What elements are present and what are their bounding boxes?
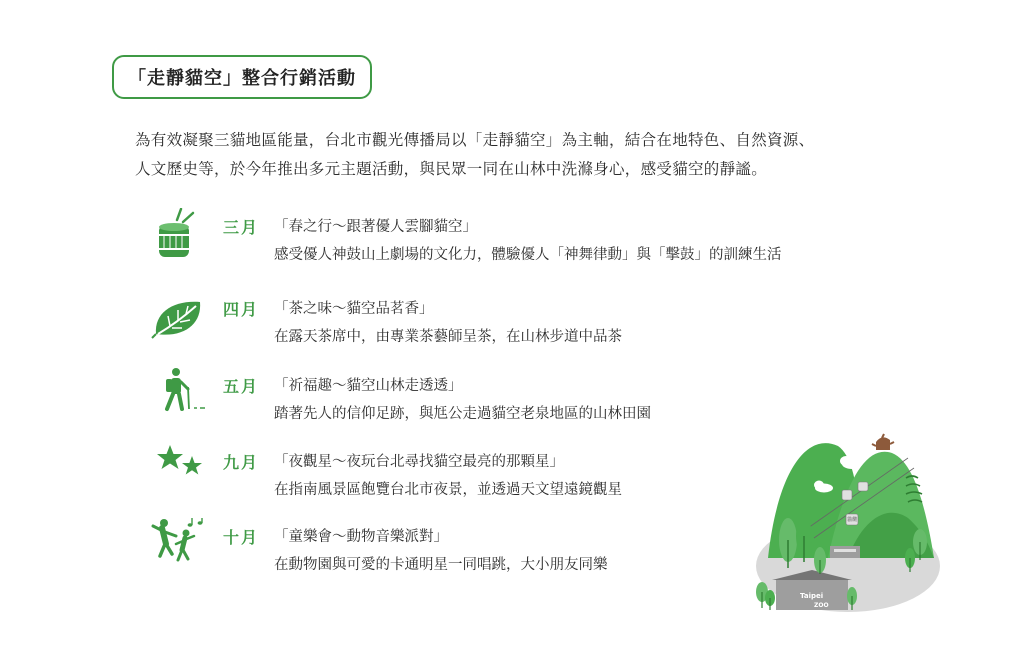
intro-line: 人文歷史等，於今年推出多元主題活動，與民眾一同在山林中洗滌身心，感受貓空的靜謐。 xyxy=(135,160,768,178)
page-title: 「走靜貓空」整合行銷活動 xyxy=(128,68,356,89)
zoo-sign-line2: ZOO xyxy=(814,602,829,609)
event-description: 感受優人神鼓山上劇場的文化力，體驗優人「神舞律動」與「擊鼓」的訓練生活 xyxy=(274,247,782,263)
tea-leaf-icon xyxy=(150,290,212,342)
intro-paragraph xyxy=(135,126,925,184)
event-month: 十月 xyxy=(223,528,260,547)
event-month: 五月 xyxy=(223,377,260,396)
stars-icon xyxy=(150,443,212,495)
event-name: 「祈福趣～貓空山林走透透」 xyxy=(274,378,463,394)
event-item-april xyxy=(150,290,870,350)
event-name: 「春之行～跟著優人雲腳貓空」 xyxy=(274,219,477,235)
intro-line: 為有效凝聚三貓地區能量，台北市觀光傳播局以「走靜貓空」為主軸，結合在地特色、自然資源、 xyxy=(135,131,815,149)
event-description: 在露天茶席中，由專業茶藝師呈茶，在山林步道中品茶 xyxy=(274,329,622,345)
event-description: 在動物園與可愛的卡通明星一同唱跳，大小朋友同樂 xyxy=(274,557,608,573)
zoo-sign-line1: Taipei xyxy=(800,592,824,600)
event-item-may xyxy=(150,367,870,427)
event-name: 「童樂會～動物音樂派對」 xyxy=(274,529,448,545)
event-name: 「茶之味～貓空品茗香」 xyxy=(274,301,434,317)
event-month: 三月 xyxy=(223,218,260,237)
event-item-march xyxy=(150,208,870,268)
maokong-mountain-illustration xyxy=(748,428,948,618)
hiker-icon xyxy=(150,367,212,419)
event-name: 「夜觀星～夜玩台北尋找貓空最亮的那顆星」 xyxy=(274,454,564,470)
dancing-people-icon xyxy=(150,518,212,570)
event-month: 四月 xyxy=(223,300,260,319)
section-title-box xyxy=(112,55,372,99)
gondola-label: 貓纜 xyxy=(846,517,858,523)
event-month: 九月 xyxy=(223,453,260,472)
event-description: 在指南風景區飽覽台北市夜景，並透過天文望遠鏡觀星 xyxy=(274,482,622,498)
drum-icon xyxy=(150,208,212,260)
event-description: 踏著先人的信仰足跡，與尪公走過貓空老泉地區的山林田園 xyxy=(274,406,651,422)
